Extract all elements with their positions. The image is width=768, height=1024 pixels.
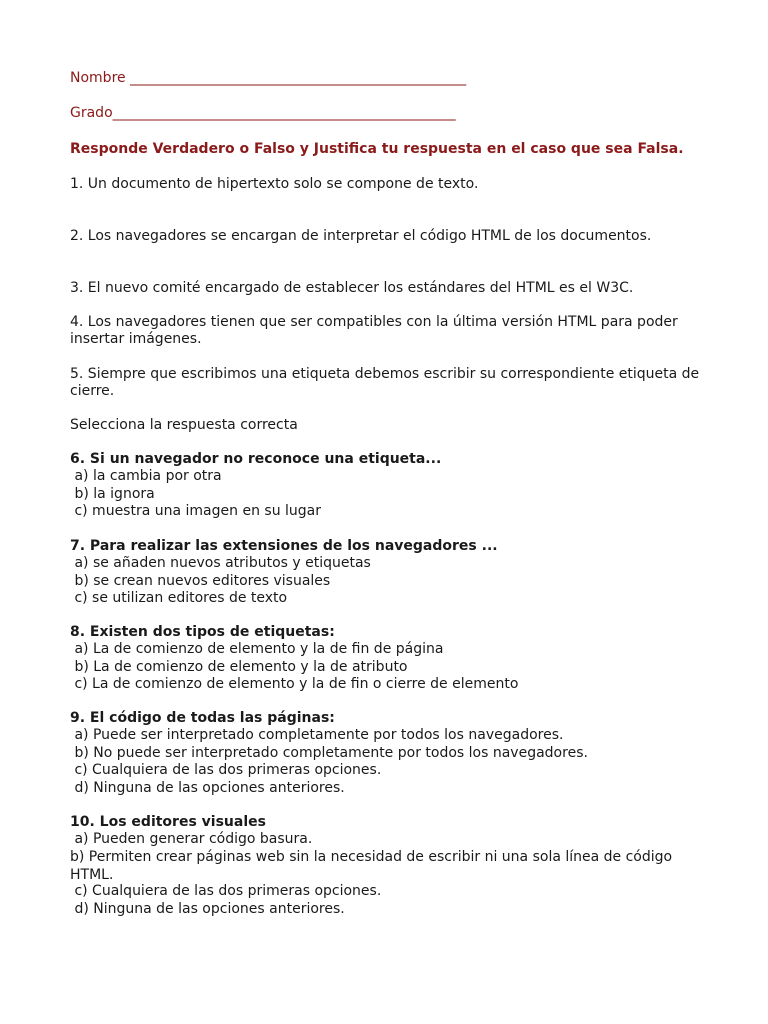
question-3: 3. El nuevo comité encargado de establecer los estándares del HTML es el W3C.: [70, 280, 634, 296]
section-heading: Selecciona la respuesta correcta: [70, 417, 298, 433]
option-9c: c) Cualquiera de las dos primeras opciones.: [70, 762, 382, 778]
option-6b: b) la ignora: [70, 486, 155, 502]
grado-field: Grado_________________________________________________: [70, 105, 456, 121]
option-9d: d) Ninguna de las opciones anteriores.: [70, 780, 345, 796]
option-6a: a) la cambia por otra: [70, 468, 222, 484]
nombre-field: Nombre ________________________________________________: [70, 70, 467, 86]
question-9: 9. El código de todas las páginas:: [70, 710, 335, 726]
option-9a: a) Puede ser interpretado completamente por todos los navegadores.: [70, 727, 564, 743]
question-8: 8. Existen dos tipos de etiquetas:: [70, 624, 335, 640]
question-10: 10. Los editores visuales: [70, 814, 266, 830]
option-10b: b) Permiten crear páginas web sin la necesidad de escribir ni una sola línea de código HTML.: [70, 849, 673, 883]
instructions-heading: Responde Verdadero o Falso y Justifica tu respuesta en el caso que sea Falsa.: [70, 141, 684, 157]
option-7c: c) se utilizan editores de texto: [70, 590, 288, 606]
question-1: 1. Un documento de hipertexto solo se compone de texto.: [70, 176, 479, 192]
option-10d: d) Ninguna de las opciones anteriores.: [70, 901, 345, 917]
question-7: 7. Para realizar las extensiones de los navegadores ...: [70, 538, 498, 554]
option-10a: a) Pueden generar código basura.: [70, 831, 313, 847]
option-8c: c) La de comienzo de elemento y la de fin o cierre de elemento: [70, 676, 519, 692]
question-5: 5. Siempre que escribimos una etiqueta debemos escribir su correspondiente etiqueta de cierre.: [70, 366, 700, 399]
option-8a: a) La de comienzo de elemento y la de fin de página: [70, 641, 444, 657]
option-6c: c) muestra una imagen en su lugar: [70, 503, 321, 519]
question-6: 6. Si un navegador no reconoce una etiqueta...: [70, 451, 442, 467]
question-4: 4. Los navegadores tienen que ser compatibles con la última versión HTML para poder insertar imágenes.: [70, 314, 678, 347]
option-7b: b) se crean nuevos editores visuales: [70, 573, 331, 589]
option-7a: a) se añaden nuevos atributos y etiquetas: [70, 555, 371, 571]
option-8b: b) La de comienzo de elemento y la de atributo: [70, 659, 408, 675]
option-9b: b) No puede ser interpretado completamente por todos los navegadores.: [70, 745, 588, 761]
question-2: 2. Los navegadores se encargan de interpretar el código HTML de los documentos.: [70, 228, 652, 244]
option-10c: c) Cualquiera de las dos primeras opciones.: [70, 883, 382, 899]
